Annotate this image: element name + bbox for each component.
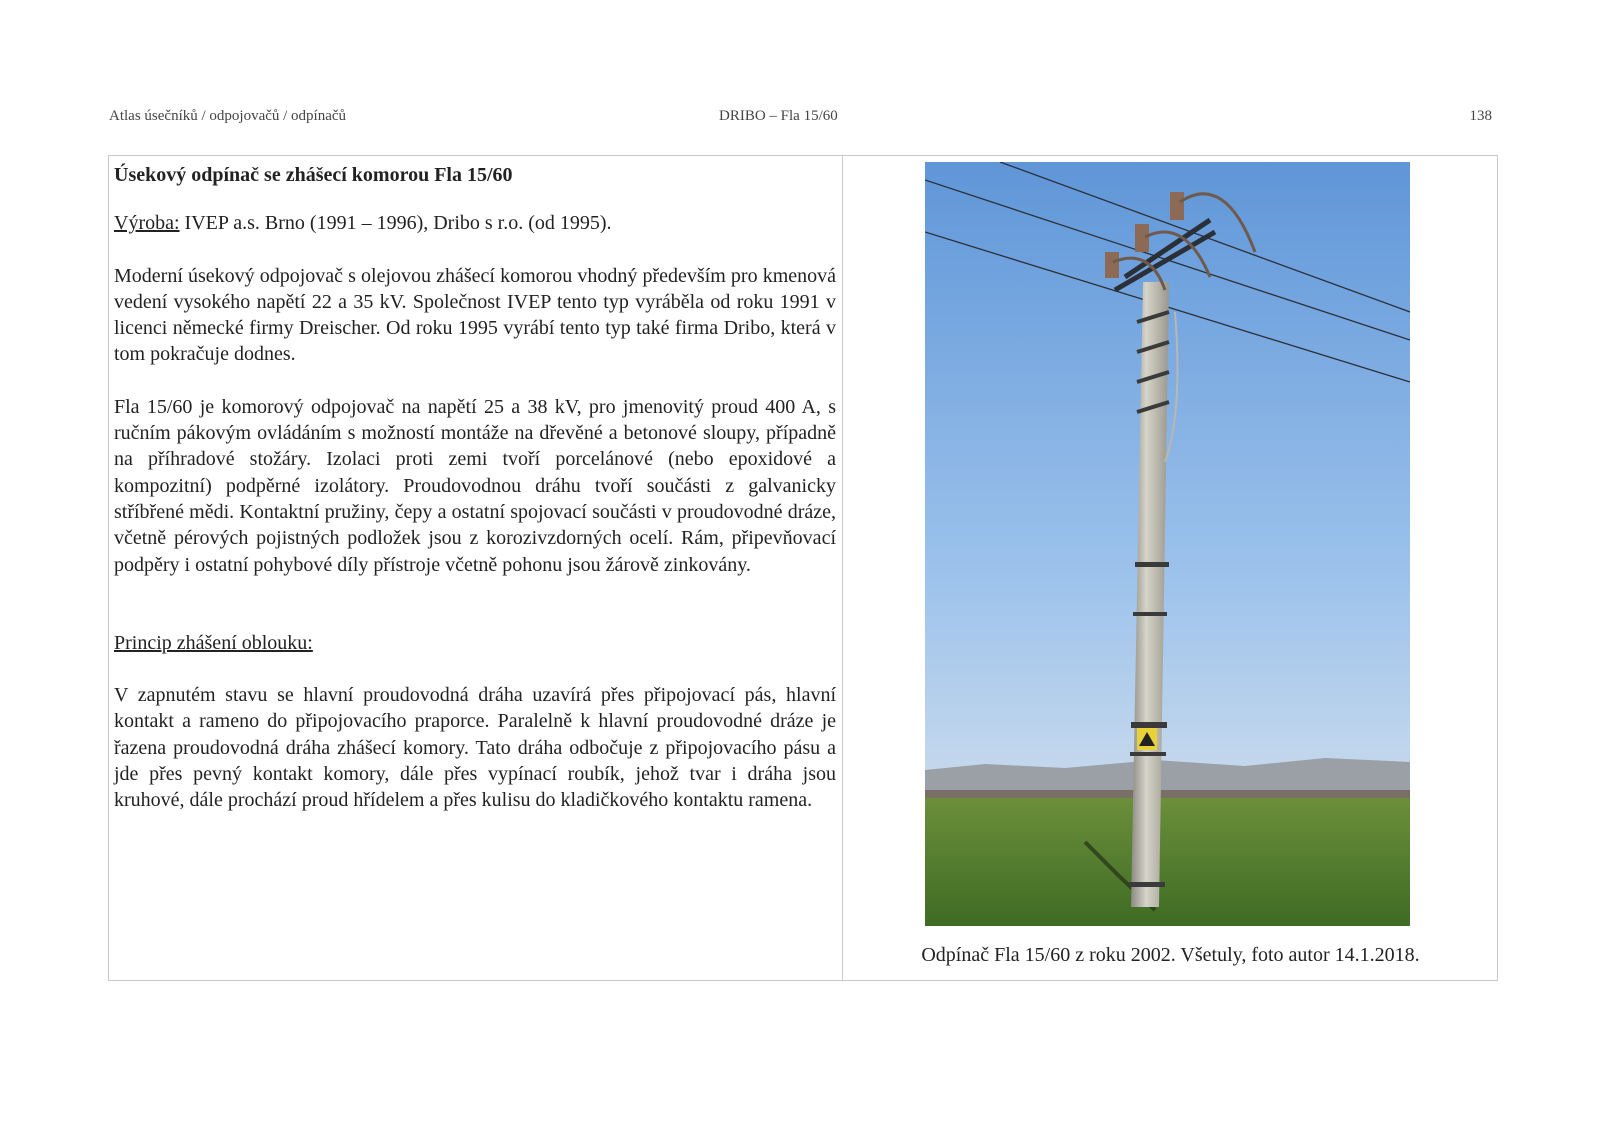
switch-photo: [925, 162, 1410, 926]
paragraph-specs: Fla 15/60 je komorový odpojovač na napětí 25 a 38 kV, pro jmenovitý proud 400 A, s ručním pákovým ovládáním s možností montáže na dřevěné a betonové sloupy, případně na příhradové stožáry. Izolaci proti zemi tvoří porcelánové (nebo epoxidové a kompozitní) podpěrné izolátory. Proudovodnou dráhu tvoří součásti z galvanicky stříbřené mědi. Kontaktní pružiny, čepy a ostatní spojovací součásti v proudovodné dráze, včetně pérových pojistných podložek jsou z korozivzdorných ocelí. Rám, připevňovací podpěry i ostatní pohybové díly přístroje včetně pohonu jsou žárově zinkovány.: [114, 395, 836, 576]
production-label: Výroba:: [114, 212, 180, 235]
article-title: Úsekový odpínač se zhášecí komorou Fla 15/60: [114, 164, 513, 186]
atlas-title: Atlas úsečníků / odpojovačů / odpínačů: [109, 108, 347, 124]
running-header: [109, 108, 1492, 132]
content-frame: [108, 155, 1498, 981]
column-divider: [842, 156, 843, 980]
paragraph-principle: V zapnutém stavu se hlavní proudovodná dráha uzavírá přes připojovací pás, hlavní kontakt a rameno do připojovacího praporce. Paralelně k hlavní proudovodné dráze je řazena proudovodná dráha zhášecí komory. Tato dráha odbočuje z připojovacího pásu a jde přes pevný kontakt komory, dále přes vypínací roubík, jehož tvar i dráha jsou kruhové, dále prochází proud hřídelem a přes kulisu do kladičkového kontaktu ramena.: [114, 684, 836, 812]
photo-caption: Odpínač Fla 15/60 z roku 2002. Všetuly, foto autor 14.1.2018.: [921, 944, 1420, 966]
chapter-title: DRIBO – Fla 15/60: [719, 108, 838, 124]
production-line: [114, 210, 836, 236]
section-title: Princip zhášení oblouku:: [114, 631, 313, 654]
page-number: 138: [1469, 108, 1492, 124]
production-text: IVEP a.s. Brno (1991 – 1996), Dribo s r.o. (od 1995).: [179, 212, 612, 235]
paragraph-intro: Moderní úsekový odpojovač s olejovou zhášecí komorou vhodný především pro kmenová vedení vysokého napětí 22 a 35 kV. Společnost IVEP tento typ vyráběla od roku 1991 v licenci německé firmy Dreischer. Od roku 1995 vyrábí tento typ také firma Dribo, která v tom pokračuje dodnes.: [114, 264, 836, 366]
text-column: [114, 162, 836, 814]
